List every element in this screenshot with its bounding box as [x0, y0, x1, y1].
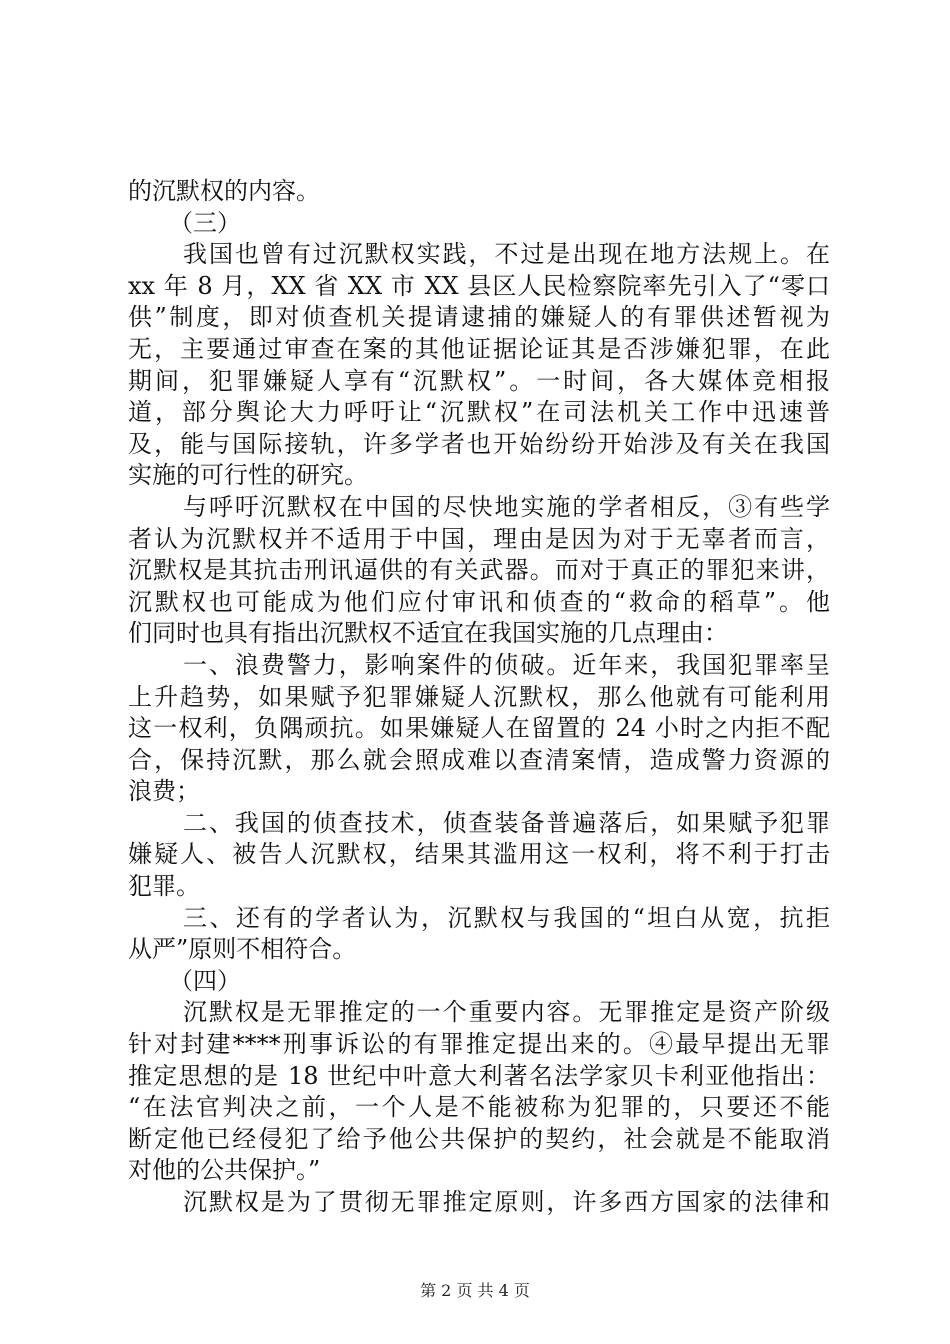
text-line: 沉默权也可能成为他们应付审讯和侦查的“救命的稻草”。他: [128, 587, 830, 616]
section-heading: （三）: [169, 208, 241, 237]
text-line: 供”制度，即对侦查机关提请逮捕的嫌疑人的有罪供述暂视为: [128, 303, 830, 332]
text-line: 一、浪费警力，影响案件的侦破。近年来，我国犯罪率呈: [183, 650, 830, 679]
text-line: 这一权利，负隅顽抗。如果嫌疑人在留置的 24 小时之内拒不配: [128, 714, 830, 743]
text-line: 浪费；: [128, 777, 200, 806]
text-line: 们同时也具有指出沉默权不适宜在我国实施的几点理由：: [128, 619, 728, 648]
text-line: 的沉默权的内容。: [128, 177, 320, 205]
text-line: “在法官判决之前，一个人是不能被称为犯罪的，只要还不能: [128, 1093, 830, 1122]
text-line: 与呼吁沉默权在中国的尽快地实施的学者相反，③有些学: [183, 492, 830, 521]
document-body: [128, 176, 830, 1219]
text-line: 合，保持沉默，那么就会照成难以查清案情，造成警力资源的: [128, 745, 830, 774]
text-line: 无，主要通过审查在案的其他证据论证其是否涉嫌犯罪，在此: [128, 334, 830, 363]
page-footer: 第 2 页 共 4 页: [420, 1281, 530, 1300]
text-line: 对他的公共保护。”: [128, 1156, 321, 1185]
text-line: 犯罪。: [128, 872, 200, 901]
text-line: 嫌疑人、被告人沉默权，结果其滥用这一权利，将不利于打击: [128, 840, 830, 869]
section-heading: （四）: [169, 966, 241, 995]
text-line: 针对封建****刑事诉讼的有罪推定提出来的。④最早提出无罪: [128, 1030, 830, 1059]
text-line: 从严”原则不相符合。: [128, 935, 357, 964]
text-line: 实施的可行性的研究。: [128, 461, 368, 490]
text-line: 沉默权是无罪推定的一个重要内容。无罪推定是资产阶级: [183, 998, 830, 1027]
text-line: 沉默权是其抗击刑讯逼供的有关武器。而对于真正的罪犯来讲，: [128, 556, 830, 585]
text-line: 推定思想的是 18 世纪中叶意大利著名法学家贝卡利亚他指出：: [128, 1061, 830, 1090]
text-line: 者认为沉默权并不适用于中国，理由是因为对于无辜者而言，: [128, 524, 830, 553]
text-line: 三、还有的学者认为，沉默权与我国的“坦白从宽，抗拒: [183, 903, 830, 932]
text-line: 我国也曾有过沉默权实践，不过是出现在地方法规上。在: [183, 240, 830, 269]
text-line: xx 年 8 月，XX 省 XX 市 XX 县区人民检察院率先引入了“零口: [128, 271, 830, 300]
text-line: 及，能与国际接轨，许多学者也开始纷纷开始涉及有关在我国: [128, 429, 830, 458]
text-line: 二、我国的侦查技术，侦查装备普遍落后，如果赋予犯罪: [183, 808, 830, 837]
text-line: 道，部分舆论大力呼吁让“沉默权”在司法机关工作中迅速普: [128, 398, 830, 427]
text-line: 断定他已经侵犯了给予他公共保护的契约，社会就是不能取消: [128, 1124, 830, 1153]
text-line: 上升趋势，如果赋予犯罪嫌疑人沉默权，那么他就有可能利用: [128, 682, 830, 711]
text-line: 期间，犯罪嫌疑人享有“沉默权”。一时间，各大媒体竞相报: [128, 366, 830, 395]
text-line: 沉默权是为了贯彻无罪推定原则，许多西方国家的法律和: [183, 1188, 830, 1216]
